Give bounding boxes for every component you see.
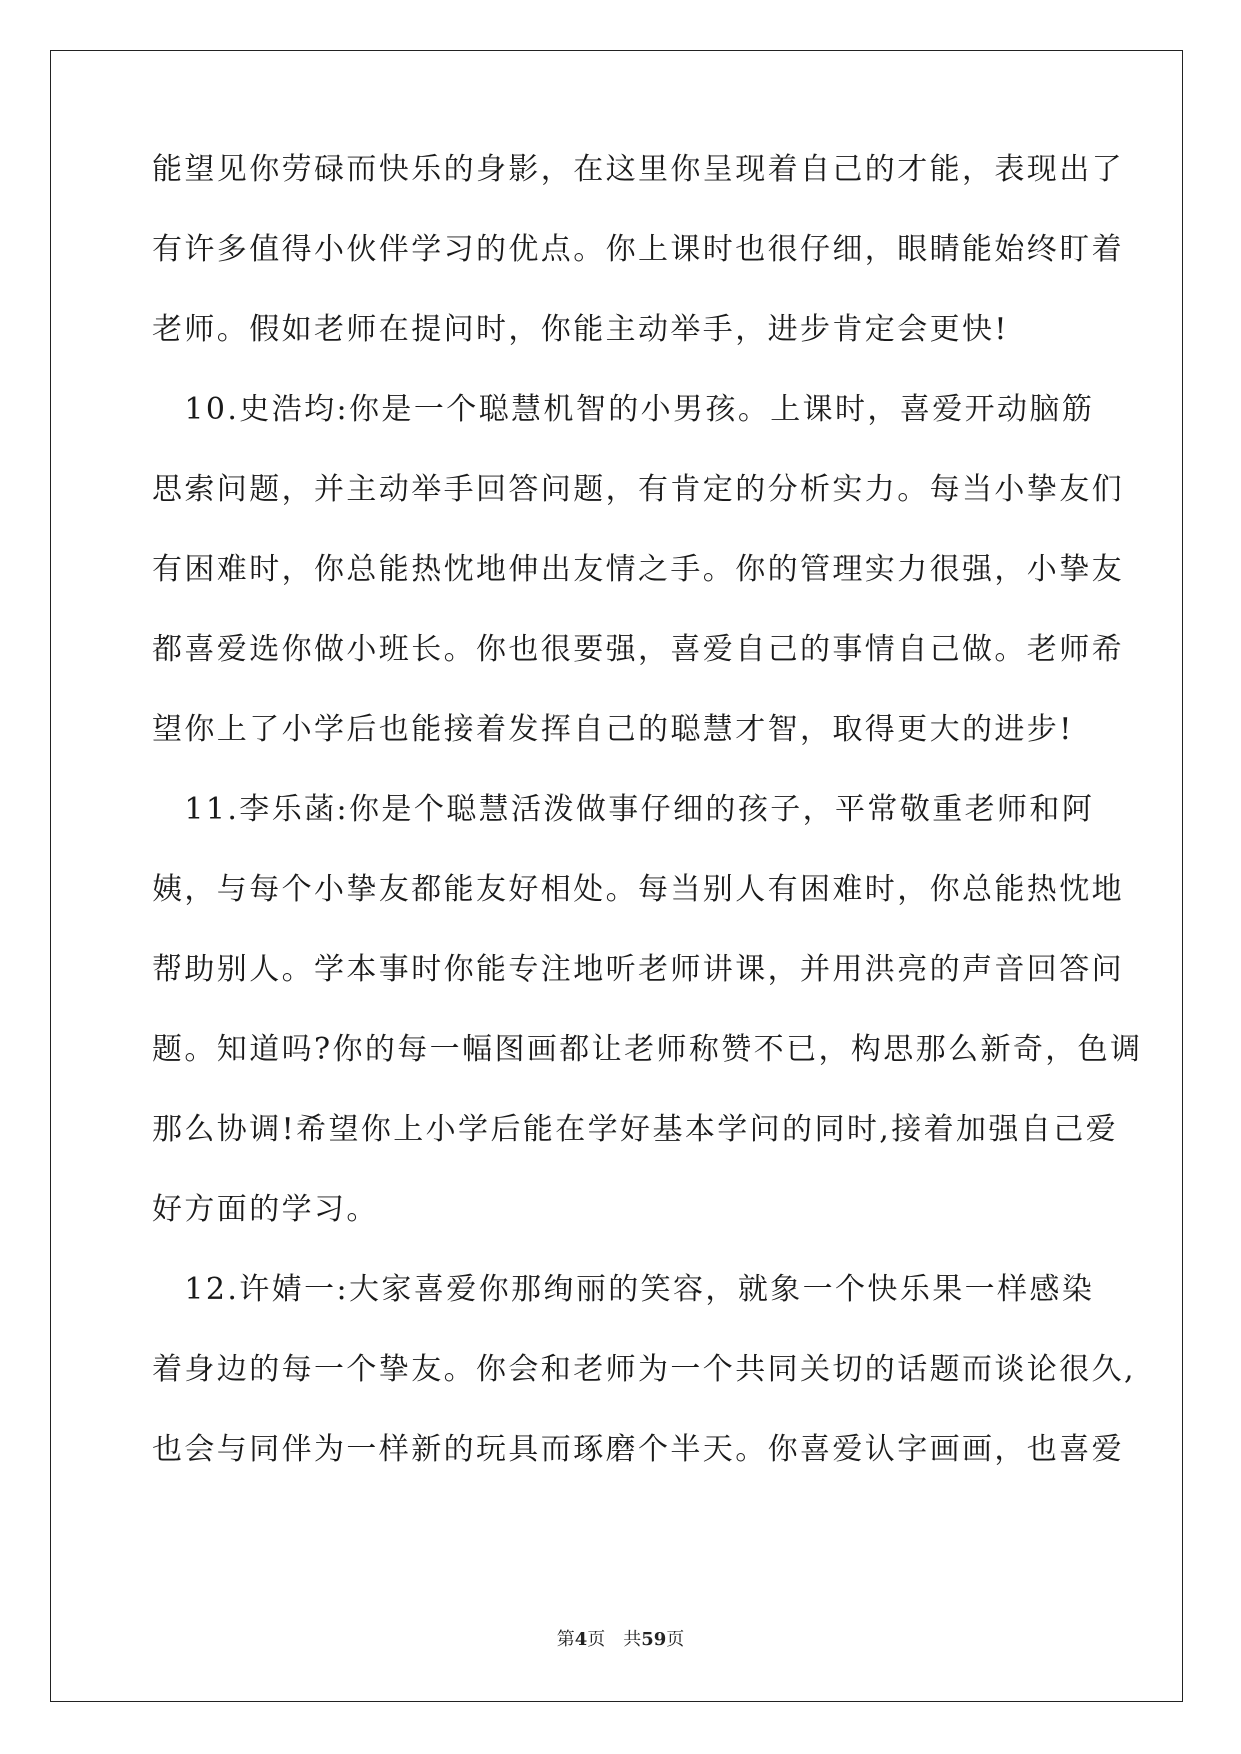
text-line: 12.许婧一:大家喜爱你那绚丽的笑容，就象一个快乐果一样感染 bbox=[152, 1272, 1095, 1307]
text-line: 都喜爱选你做小班长。你也很要强，喜爱自己的事情自己做。老师希 bbox=[152, 632, 1124, 667]
text-line: 着身边的每一个挚友。你会和老师为一个共同关切的话题而谈论很久, bbox=[152, 1352, 1136, 1387]
text-line: 11.李乐菡:你是个聪慧活泼做事仔细的孩子，平常敬重老师和阿 bbox=[152, 792, 1095, 827]
text-line: 也会与同伴为一样新的玩具而琢磨个半天。你喜爱认字画画，也喜爱 bbox=[152, 1432, 1124, 1467]
text-line: 题。知道吗?你的每一幅图画都让老师称赞不已，构思那么新奇，色调 bbox=[152, 1032, 1143, 1067]
total-pages: 59 bbox=[641, 1629, 667, 1650]
text-line: 帮助别人。学本事时你能专注地听老师讲课，并用洪亮的声音回答问 bbox=[152, 952, 1124, 987]
text-line: 老师。假如老师在提问时，你能主动举手，进步肯定会更快! bbox=[152, 312, 1009, 347]
text-line: 思索问题，并主动举手回答问题，有肯定的分析实力。每当小挚友们 bbox=[152, 472, 1124, 507]
text-line: 好方面的学习。 bbox=[152, 1192, 379, 1227]
page-footer bbox=[0, 1628, 1241, 1652]
text-line: 有许多值得小伙伴学习的优点。你上课时也很仔细，眼睛能始终盯着 bbox=[152, 232, 1124, 267]
text-line: 望你上了小学后也能接着发挥自己的聪慧才智，取得更大的进步! bbox=[152, 712, 1074, 747]
page-number: 4 bbox=[574, 1629, 588, 1650]
footer-middle: 页 共 bbox=[587, 1629, 642, 1650]
text-line: 有困难时，你总能热忱地伸出友情之手。你的管理实力很强，小挚友 bbox=[152, 552, 1124, 587]
text-line: 那么协调!希望你上小学后能在学好基本学问的同时,接着加强自己爱 bbox=[152, 1112, 1118, 1147]
text-line: 姨，与每个小挚友都能友好相处。每当别人有困难时，你总能热忱地 bbox=[152, 872, 1124, 907]
footer-suffix: 页 bbox=[666, 1629, 685, 1650]
text-line: 10.史浩均:你是一个聪慧机智的小男孩。上课时，喜爱开动脑筋 bbox=[152, 392, 1095, 427]
footer-prefix: 第 bbox=[556, 1629, 575, 1650]
text-line: 能望见你劳碌而快乐的身影，在这里你呈现着自己的才能，表现出了 bbox=[152, 152, 1124, 187]
